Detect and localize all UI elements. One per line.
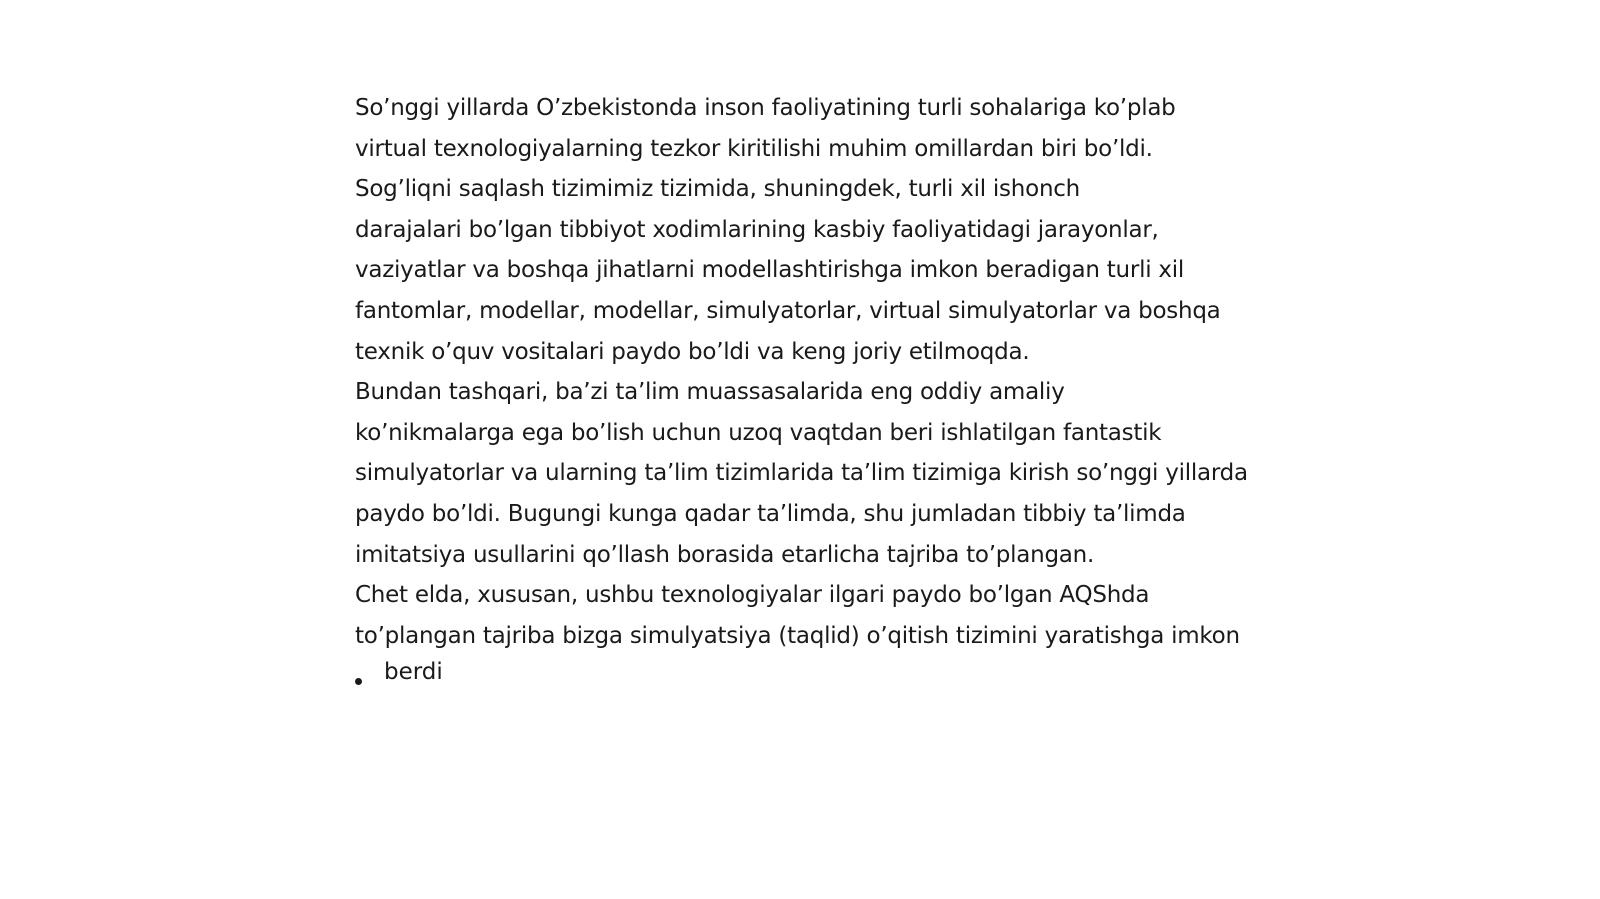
bullet-icon — [355, 678, 362, 685]
bullet-text: berdi — [384, 659, 443, 685]
text-line: fantomlar, modellar, modellar, simulyatorlar, virtual simulyatorlar va boshqa — [355, 297, 1221, 324]
body-text — [355, 88, 1295, 656]
text-line: Chet elda, xususan, ushbu texnologiyalar ilgari paydo bo’lgan AQShda — [355, 582, 1150, 609]
text-line: paydo bo’ldi. Bugungi kunga qadar ta’limda, shu jumladan tibbiy ta’limda — [355, 500, 1186, 527]
text-line: Sog’liqni saqlash tizimimiz tizimida, shuningdek, turli xil ishonch — [355, 176, 1080, 203]
text-line: darajalari bo’lgan tibbiyot xodimlarining kasbiy faoliyatidagi jarayonlar, — [355, 216, 1159, 243]
text-line: ko’nikmalarga ega bo’lish uchun uzoq vaqtdan beri ishlatilgan fantastik — [355, 419, 1162, 446]
text-line: imitatsiya usullarini qo’llash borasida etarlicha tajriba to’plangan. — [355, 541, 1095, 568]
text-line: texnik o’quv vositalari paydo bo’ldi va keng joriy etilmoqda. — [355, 338, 1030, 365]
text-line: simulyatorlar va ularning ta’lim tizimlarida ta’lim tizimiga kirish so’nggi yillarda — [355, 460, 1248, 487]
text-line: So’nggi yillarda O’zbekistonda inson faoliyatining turli sohalariga ko’plab — [355, 95, 1176, 121]
text-line: Bundan tashqari, ba’zi ta’lim muassasalarida eng oddiy amaliy — [355, 379, 1065, 406]
text-line: virtual texnologiyalarning tezkor kiritilishi muhim omillardan biri bo’ldi. — [355, 135, 1153, 162]
text-line: to’plangan tajriba bizga simulyatsiya (taqlid) o’qitish tizimini yaratishga imkon — [355, 622, 1240, 649]
text-line: vaziyatlar va boshqa jihatlarni modellashtirishga imkon beradigan turli xil — [355, 257, 1185, 284]
bullet-list-item — [355, 652, 443, 692]
